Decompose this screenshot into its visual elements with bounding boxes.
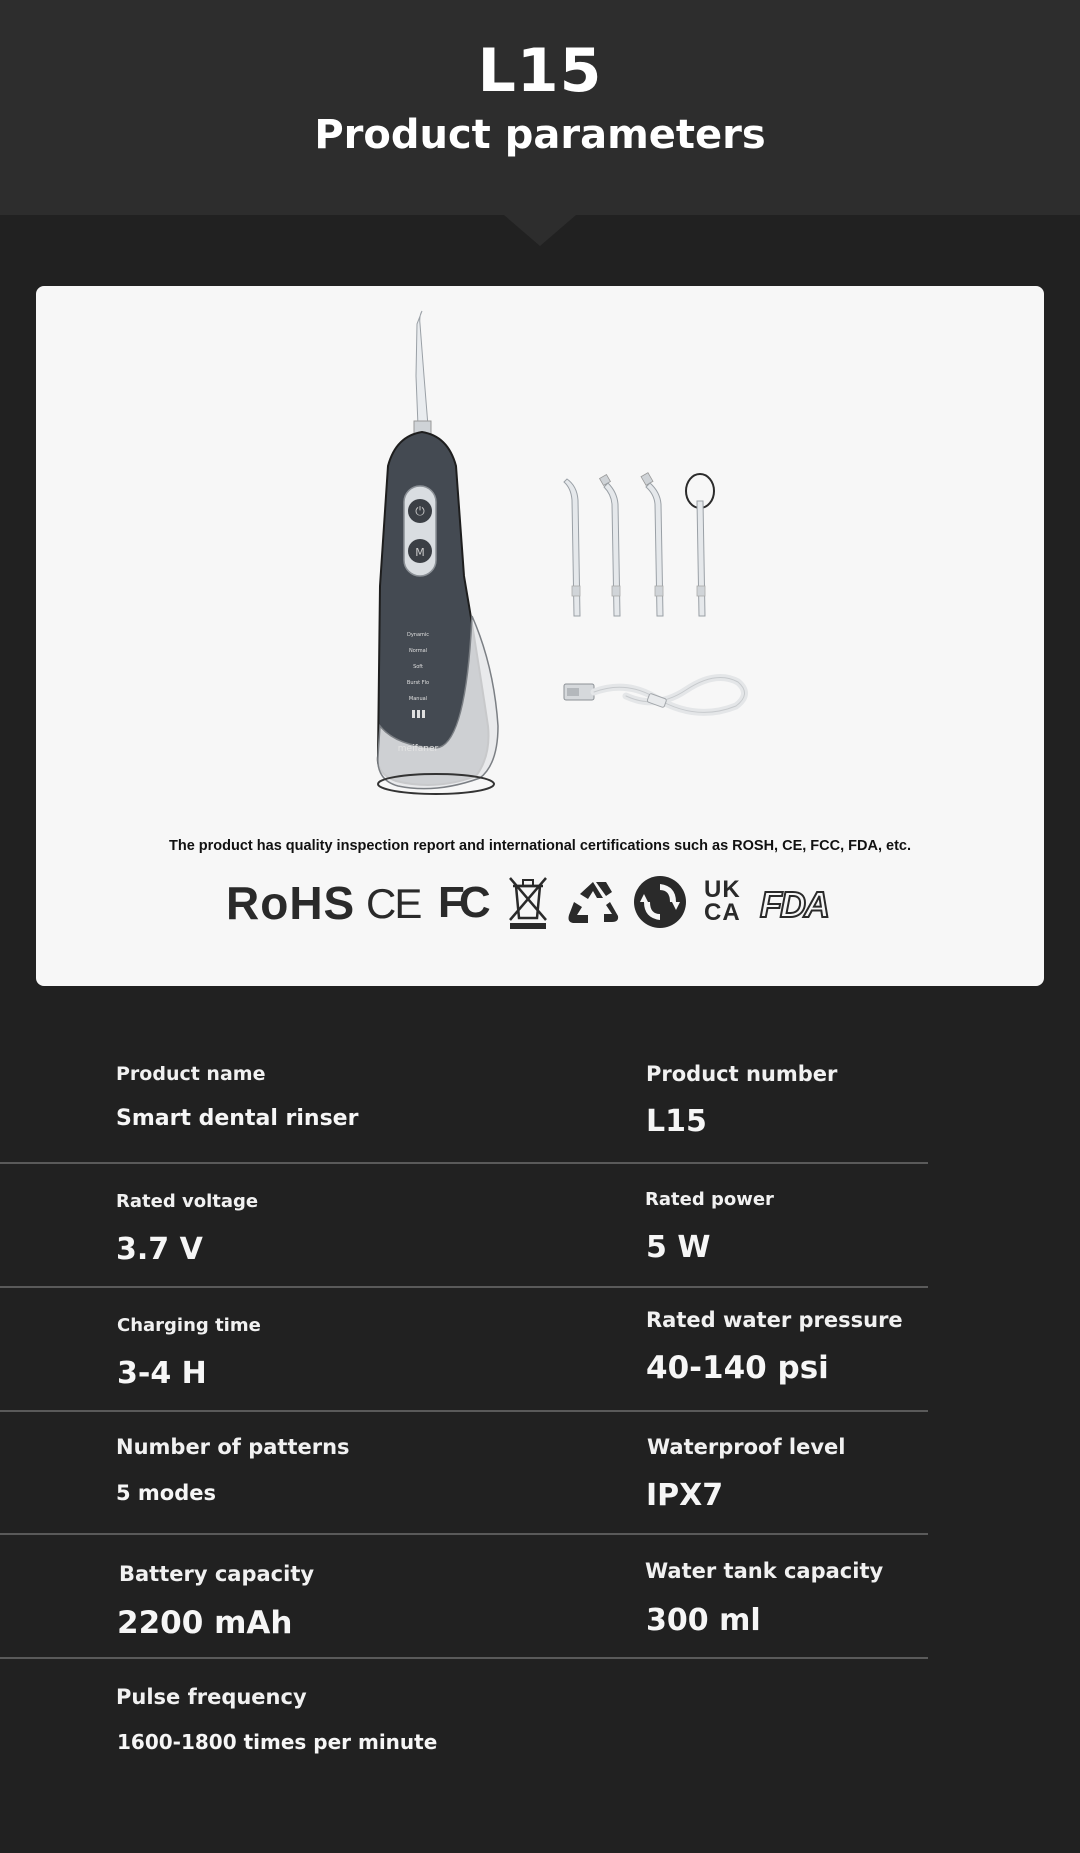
patterns-label: Number of patterns bbox=[116, 1435, 350, 1459]
ce-logo: CE bbox=[366, 880, 421, 927]
rated-power-label: Rated power bbox=[645, 1189, 774, 1210]
model-title: L15 bbox=[477, 36, 603, 106]
ukca-logo bbox=[704, 878, 741, 924]
pulse-frequency-value: 1600-1800 times per minute bbox=[117, 1730, 438, 1754]
rated-voltage-value: 3.7 V bbox=[116, 1232, 203, 1267]
product-card bbox=[36, 286, 1044, 986]
mode-label-normal: Normal bbox=[408, 648, 428, 654]
ukca-top: UK bbox=[704, 876, 741, 903]
green-dot-icon bbox=[632, 874, 688, 930]
fcc-logo: FC bbox=[438, 878, 485, 927]
nozzle-icon bbox=[686, 474, 714, 616]
rohs-logo: RoHS bbox=[226, 877, 356, 929]
nozzle-icon bbox=[641, 473, 663, 616]
usb-cable-icon bbox=[564, 678, 745, 713]
mode-label-burst: Burst Flo bbox=[406, 680, 430, 686]
water-flosser-device bbox=[378, 311, 498, 794]
waterproof-value: IPX7 bbox=[646, 1478, 724, 1513]
page-header bbox=[0, 0, 1080, 215]
mode-label-soft: Soft bbox=[413, 664, 423, 670]
battery-indicator-icon bbox=[412, 710, 425, 718]
certification-note: The product has quality inspection report and international certifications such as ROSH, CE, FCC, FDA, etc. bbox=[168, 838, 912, 854]
weee-bin-icon bbox=[506, 874, 550, 930]
tank-capacity-label: Water tank capacity bbox=[645, 1559, 884, 1583]
water-pressure-label: Rated water pressure bbox=[646, 1308, 903, 1332]
power-icon: ⏻ bbox=[415, 504, 425, 518]
patterns-value: 5 modes bbox=[116, 1481, 217, 1505]
divider bbox=[0, 1533, 928, 1535]
product-number-value: L15 bbox=[646, 1104, 707, 1139]
rated-power-value: 5 W bbox=[646, 1230, 711, 1265]
mode-button-label: M bbox=[415, 546, 425, 559]
pulse-frequency-label: Pulse frequency bbox=[116, 1685, 307, 1709]
battery-capacity-label: Battery capacity bbox=[119, 1562, 315, 1586]
charging-time-label: Charging time bbox=[117, 1315, 261, 1336]
product-number-label: Product number bbox=[646, 1062, 838, 1086]
divider bbox=[0, 1410, 928, 1412]
product-name-label: Product name bbox=[116, 1063, 266, 1085]
divider bbox=[0, 1286, 928, 1288]
charging-time-value: 3-4 H bbox=[117, 1356, 207, 1391]
divider bbox=[0, 1657, 928, 1659]
header-pointer bbox=[504, 215, 576, 246]
recycle-icon bbox=[566, 878, 620, 928]
fda-logo: FDA bbox=[760, 884, 828, 925]
product-name-value: Smart dental rinser bbox=[116, 1106, 359, 1131]
waterproof-label: Waterproof level bbox=[647, 1435, 846, 1459]
divider bbox=[0, 1162, 928, 1164]
rated-voltage-label: Rated voltage bbox=[116, 1191, 259, 1212]
device-brand: meifaner bbox=[397, 744, 439, 754]
mode-label-dynamic: Dynamic bbox=[406, 632, 430, 638]
battery-capacity-value: 2200 mAh bbox=[117, 1605, 293, 1641]
mode-label-manual: Manual bbox=[408, 696, 428, 702]
page-subtitle: Product parameters bbox=[314, 112, 766, 158]
tank-capacity-value: 300 ml bbox=[646, 1603, 761, 1638]
nozzle-icon bbox=[600, 475, 620, 616]
product-image bbox=[36, 286, 1044, 816]
ukca-bottom: CA bbox=[704, 899, 741, 926]
nozzle-icon bbox=[564, 479, 580, 616]
water-pressure-value: 40-140 psi bbox=[646, 1350, 829, 1386]
certification-logos bbox=[226, 874, 886, 934]
